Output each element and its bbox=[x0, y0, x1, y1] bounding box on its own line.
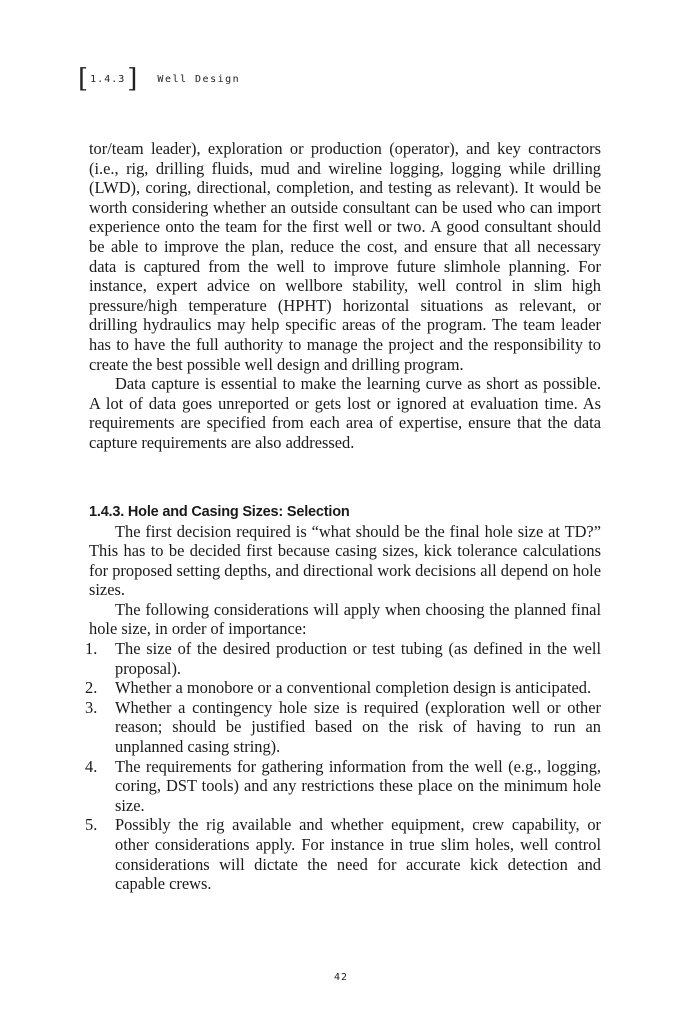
list-item-text: The requirements for gathering information from the well (e.g., logging, coring, DST tools) and any restrictions these place on the minimum hole size. bbox=[115, 756, 601, 815]
list-item-number: 5. bbox=[85, 815, 98, 835]
list-item bbox=[85, 697, 601, 757]
list-item-number: 4. bbox=[85, 756, 98, 776]
list-item-number: 2. bbox=[85, 678, 98, 698]
considerations-list bbox=[85, 639, 601, 894]
list-item-text: Whether a monobore or a conventional completion design is anticipated. bbox=[115, 678, 592, 698]
running-header bbox=[78, 66, 240, 92]
list-item-text: Whether a contingency hole size is required (exploration well or other reason; should be justified based on the risk of having to run an unplanned casing string). bbox=[115, 697, 601, 757]
header-section-number: 1.4.3 bbox=[90, 73, 126, 85]
page-number: 42 bbox=[333, 972, 349, 983]
list-item-number: 3. bbox=[85, 697, 98, 717]
list-item-text: The size of the desired production or test tubing (as defined in the well proposal). bbox=[115, 639, 601, 678]
page-body bbox=[85, 139, 601, 894]
list-item bbox=[85, 639, 601, 678]
list-item bbox=[85, 815, 601, 894]
list-item bbox=[85, 756, 601, 816]
paragraph-considerations: The following considerations will apply when choosing the planned final hole size, in order of importance: bbox=[89, 599, 601, 639]
header-bracket-open: [ bbox=[78, 64, 89, 94]
paragraph-data-capture: Data capture is essential to make the learning curve as short as possible. A lot of data goes unreported or gets lost or ignored at evaluation time. As requirements are specified from each area of expertise, ensure that the data capture requirements are also addressed. bbox=[89, 374, 601, 452]
list-item bbox=[85, 678, 601, 698]
section-heading: 1.4.3. Hole and Casing Sizes: Selection bbox=[89, 503, 350, 520]
list-item-number: 1. bbox=[85, 639, 98, 659]
running-title: Well Design bbox=[157, 73, 241, 85]
paragraph-first-decision: The first decision required is “what should be the final hole size at TD?” This has to be decided first because casing sizes, kick tolerance calculations for proposed setting depths, and directional work decisions all depend on hole sizes. bbox=[89, 521, 601, 600]
paragraph-team: tor/team leader), exploration or production (operator), and key contractors (i.e., rig, drilling fluids, mud and wireline logging, logging while drilling (LWD), coring, directional, completion, and testing as relevant). It would be worth considering whether an outside consultant can be used who can import experience onto the team for the first well or two. A good consultant should be able to improve the plan, reduce the cost, and ensure that all necessary data is captured from the well to improve future slimhole planning. For instance, expert advice on wellbore stability, well control in slim high pressure/high temperature (HPHT) horizontal situations as relevant, or drilling hydraulics may help specific areas of the program. The team leader has to have the full authority to manage the project and the responsibility to create the best possible well design and drilling program. bbox=[89, 139, 601, 374]
header-bracket-close: ] bbox=[127, 64, 138, 94]
list-item-text: Possibly the rig available and whether equipment, crew capability, or other considerations apply. For instance in true slim holes, well control considerations will dictate the need for accurate kick detection and capable crews. bbox=[115, 815, 601, 894]
